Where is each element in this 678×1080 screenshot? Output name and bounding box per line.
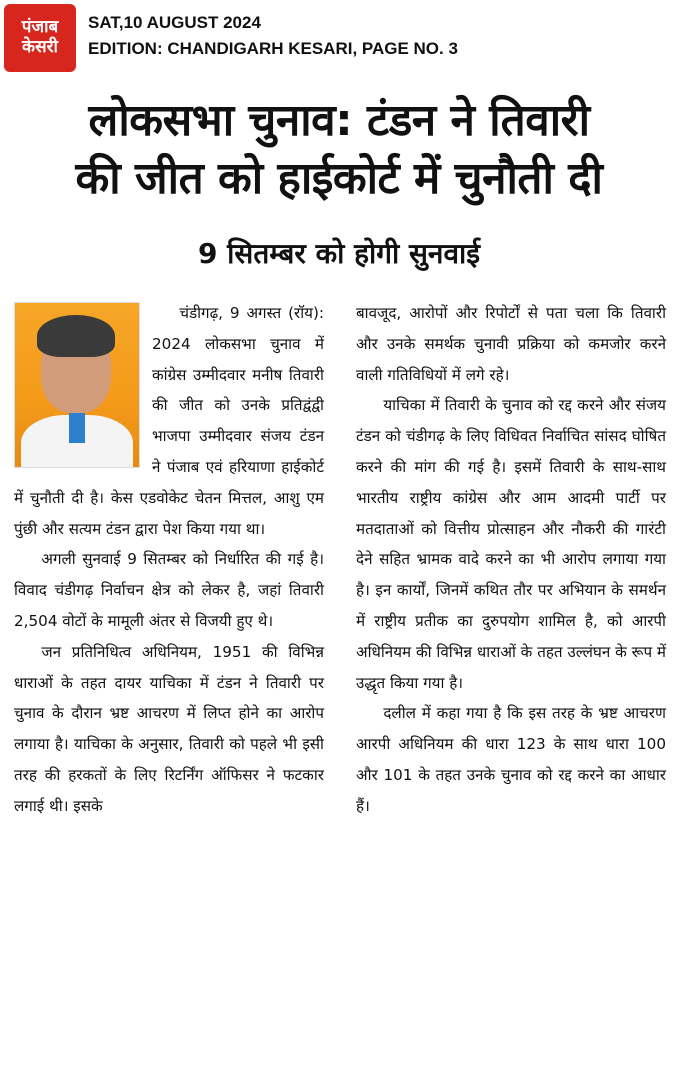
photo-collar: [69, 413, 85, 443]
newspaper-logo: [4, 4, 76, 72]
masthead: [0, 0, 678, 78]
logo-line-2: केसरी: [22, 37, 58, 57]
paragraph: जन प्रतिनिधित्व अधिनियम, 1951 की विभिन्न धाराओं के तहत दायर याचिका में टंडन ने तिवारी पर चुनाव के दौरान भ्रष्ट आचरण में लिप्त होने का आरोप लगाया है। याचिका के अनुसार, तिवारी को पहले भी इसी तरह की हरकतों के लिए रिटर्निंग ऑफिसर ने फटकार लगाई थी। इसके: [14, 642, 324, 815]
paragraph: दलील में कहा गया है कि इस तरह के भ्रष्ट आचरण आरपी अधिनियम की धारा 123 के साथ धारा 100 और 101 के तहत उनके चुनाव को रद्द करने का आधार हैं।: [356, 704, 666, 815]
headline: [0, 92, 678, 208]
person-photo: [14, 302, 140, 468]
paragraph: याचिका में तिवारी के चुनाव को रद्द करने और संजय टंडन को चंडीगढ़ के लिए विधिवत निर्वाचित सांसद घोषित करने की मांग की गई है। इसमें तिवारी के साथ-साथ भारतीय राष्ट्रीय कांग्रेस और आम आदमी पार्टी पर मतदाताओं को वित्तीय प्रोत्साहन और नौकरी की गारंटी देने सहित भ्रामक वादे करने का भी आरोप लगाया गया है। इन कार्यों, जिनमें कथित तौर पर अभियान के समर्थन में राष्ट्रीय प्रतीक का दुरुपयोग शामिल है, को आरपी अधिनियम की विभिन्न धाराओं के तहत उल्लंघन के रूप में उद्धृत किया गया है।: [356, 396, 666, 692]
photo-hair: [37, 315, 115, 357]
paragraph: चंडीगढ़, 9 अगस्त (रॉय): 2024 लोकसभा चुनाव में कांग्रेस उम्मीदवार मनीष तिवारी की जीत को उनके प्रतिद्वंद्वी भाजपा उम्मीदवार संजय टंडन ने पंजाब एवं हरियाणा हाईकोर्ट में चुनौती दी है। केस एडवोकेट चेतन मित्तल, आशु एम पुंछी और सत्यम टंडन द्वारा पेश किया गया था।: [14, 304, 324, 538]
logo-line-1: पंजाब: [21, 17, 59, 38]
article-column-right: [356, 298, 666, 822]
paragraph: बावजूद, आरोपों और रिपोर्टों से पता चला कि तिवारी और उनके समर्थक चुनावी प्रक्रिया को कमजोर करने वाली गतिविधियों में लगे रहे।: [356, 304, 666, 384]
paragraph: अगली सुनवाई 9 सितम्बर को निर्धारित की गई है। विवाद चंडीगढ़ निर्वाचन क्षेत्र को लेकर है, जहां तिवारी 2,504 वोटों के मामूली अंतर से विजयी हुए थे।: [14, 550, 324, 630]
edition-page: EDITION: CHANDIGARH KESARI, PAGE NO. 3: [88, 39, 458, 58]
publication-date: SAT,10 AUGUST 2024: [88, 13, 261, 32]
subheadline: 9 सितम्बर को होगी सुनवाई: [197, 237, 481, 270]
article-column-left: [14, 298, 324, 822]
headline-line-2: की जीत को हाईकोर्ट में चुनौती दी: [75, 153, 603, 204]
headline-line-1: लोकसभा चुनाव: टंडन ने तिवारी: [88, 95, 590, 146]
edition-info: [88, 10, 458, 62]
